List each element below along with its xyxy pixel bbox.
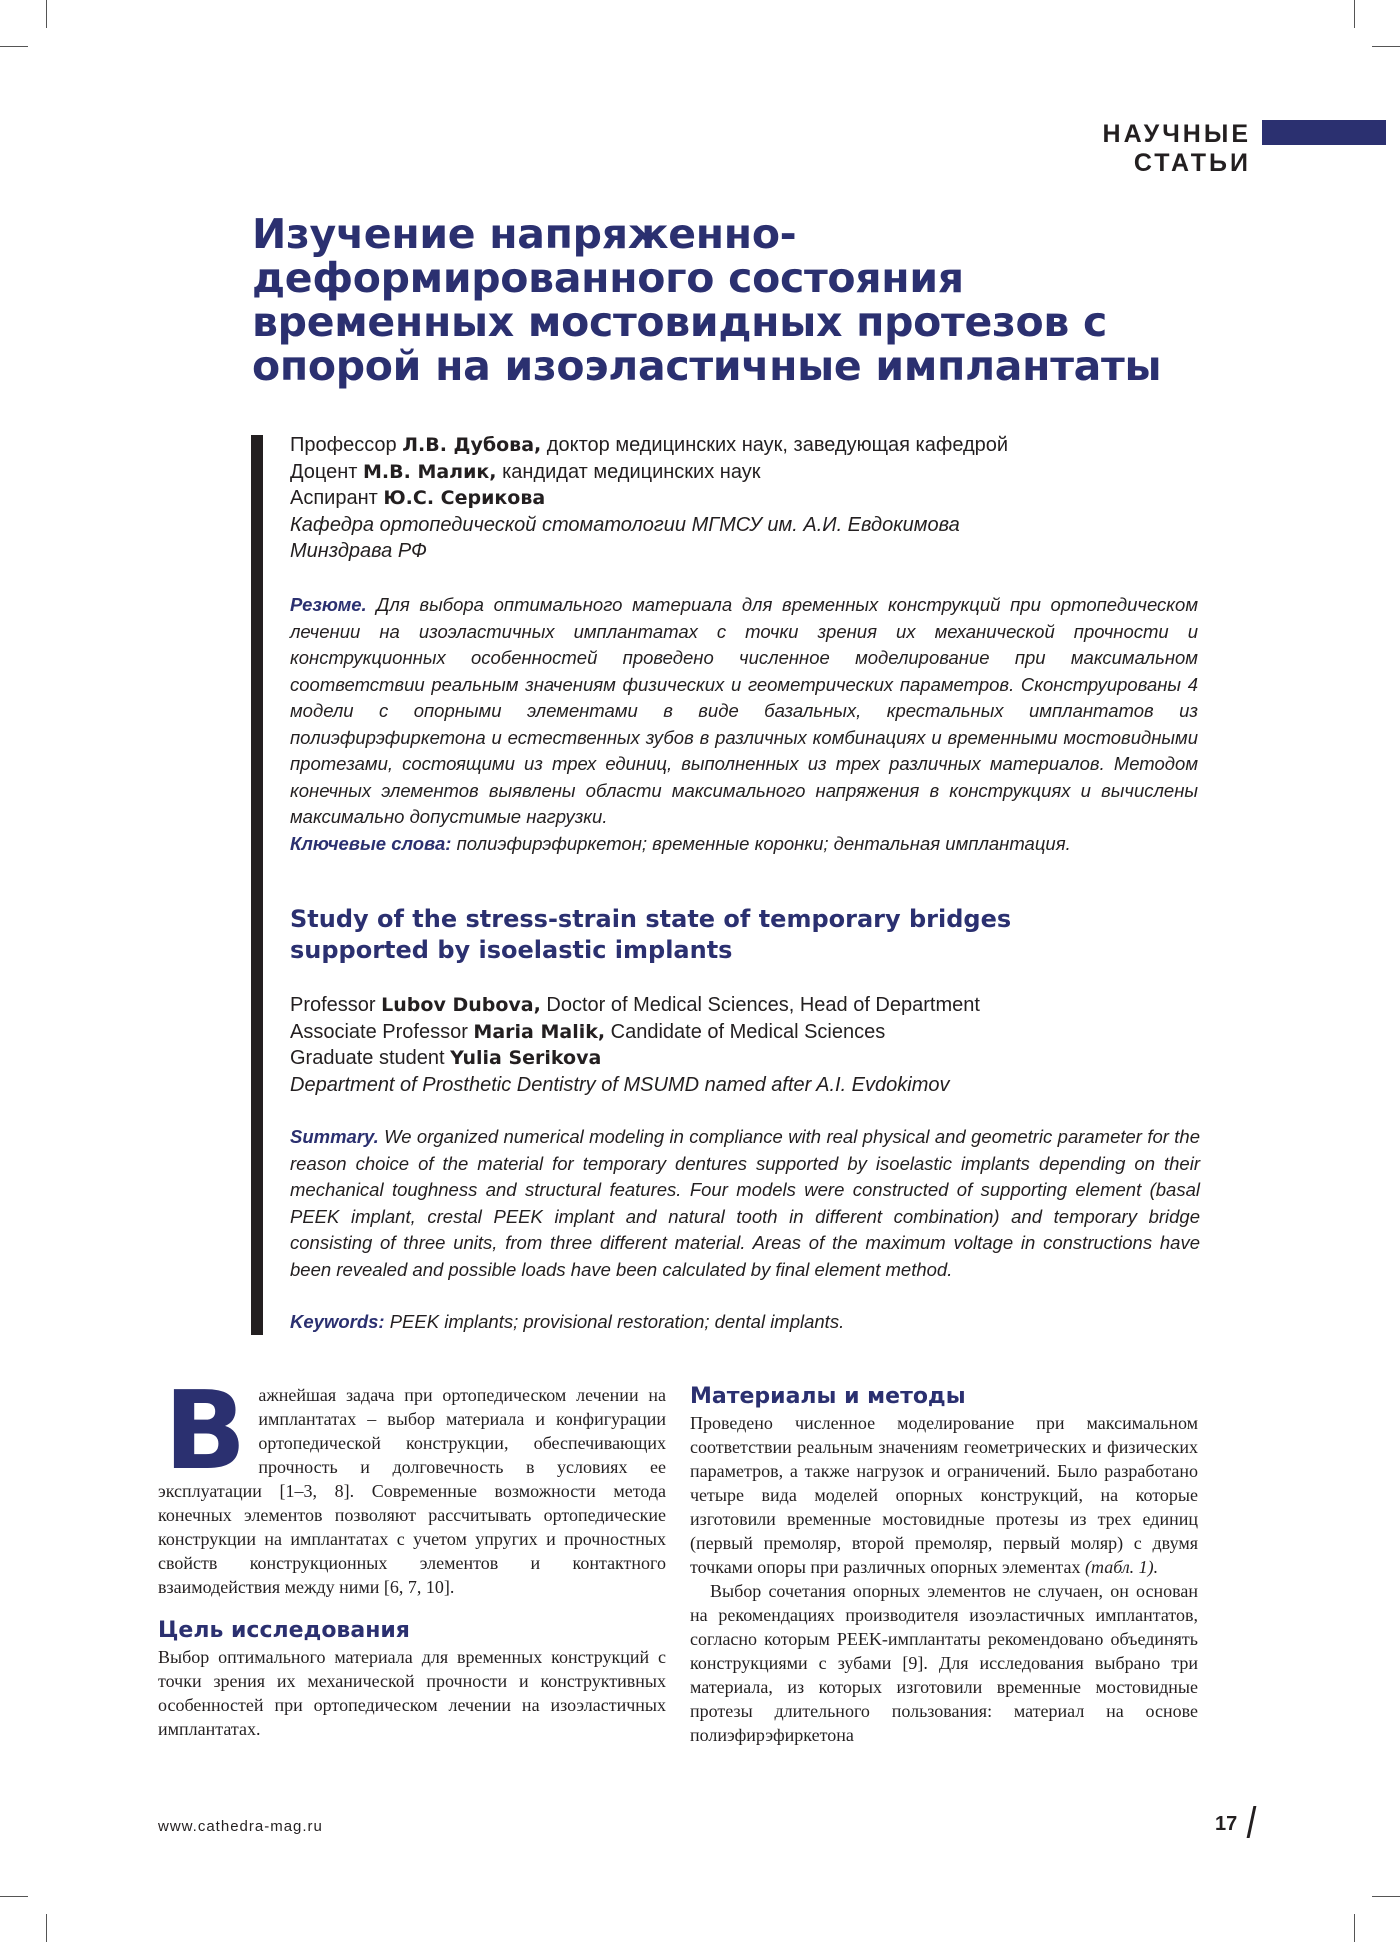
methods-paragraph-1: Проведено численное моделирование при максимальном соответствии реальным значениям геометрических и физических параметров, а также нагрузок и ограничений. Было разработано четыре вида моделей опорных конструкций, на которые изготовили временные мостовидные протезы из трех единиц (первый премоляр, второй премоляр, первый моляр) с двумя точками опоры при различных опорных элементах (табл. 1).: [690, 1413, 1198, 1577]
affiliation-line: Кафедра ортопедической стоматологии МГМСУ им. А.И. Евдокимова: [290, 513, 960, 536]
keywords-ru: [290, 831, 1200, 858]
keywords-label: Ключевые слова:: [290, 833, 452, 854]
affiliation-line: Department of Prosthetic Dentistry of MSUMD named after A.I. Evdokimov: [290, 1073, 950, 1096]
crop-mark: [1354, 0, 1355, 28]
authors-ru: [290, 432, 1200, 565]
title-line: временных мостовидных протезов с: [252, 298, 1108, 346]
section-label: НАУЧНЫЕ СТАТЬИ: [1102, 120, 1251, 177]
keywords-text: PEEK implants; provisional restoration; dental implants.: [389, 1311, 845, 1332]
author-line: Graduate student Yulia Serikova: [290, 1047, 602, 1069]
table-reference: (табл. 1).: [1085, 1557, 1159, 1577]
affiliation-line: Минздрава РФ: [290, 540, 427, 562]
abstract-en: [290, 1124, 1200, 1283]
page-slash: [1247, 1806, 1257, 1838]
title-line: Изучение напряженно-: [252, 210, 797, 258]
author-line: Аспирант Ю.С. Серикова: [290, 487, 546, 509]
intro-paragraph: Важнейшая задача при ортопедическом лечении на имплантатах – выбор материала и конфигурации ортопедической конструкции, обеспечивающих прочность и долговечность в условиях ее эксплуатации [1–3, 8]. Современные возможности метода конечных элементов позволяют рассчитывать ортопедические конструкции на имплантатах с учетом упругих и прочностных свойств конструкционных элементов и контактного взаимодействия между ними [6, 7, 10].: [158, 1369, 666, 1597]
abstract-text: We organized numerical modeling in compliance with real physical and geometric parameter for the reason choice of the material for temporary dentures supported by isoelastic implants depending on their mechanical toughness and structural features. Four models were constructed of supporting element (basal PEEK implant, crestal PEEK implant and natural tooth in different combination) and temporary bridge consisting of three units, from three different material. Areas of the maximum voltage in constructions have been revealed and possible loads have been calculated by final element method.: [290, 1126, 1200, 1280]
keywords-label: Keywords:: [290, 1311, 385, 1332]
title-line: опорой на изоэластичные имплантаты: [252, 342, 1162, 390]
keywords-text: полиэфирэфиркетон; временные коронки; дентальная имплантация.: [456, 833, 1071, 854]
section-bar: [1262, 120, 1386, 145]
abstract-label: Резюме.: [290, 594, 367, 615]
page-number: 17: [1215, 1813, 1238, 1835]
title-line: Study of the stress-strain state of temporary bridges: [290, 905, 1012, 933]
author-line: Доцент М.В. Малик, кандидат медицинских наук: [290, 460, 761, 483]
crop-mark: [1354, 1914, 1355, 1942]
crop-mark: [0, 46, 28, 47]
abstract-ru: [290, 592, 1198, 831]
side-rule: [251, 435, 263, 1335]
crop-mark: [46, 0, 47, 28]
body-column-right: [690, 1383, 1198, 1747]
aim-paragraph: Выбор оптимального материала для временных конструкций с точки зрения их механической прочности и конструктивных особенностей при ортопедическом лечении на изоэластичных имплантатах.: [158, 1647, 666, 1739]
aim-heading: Цель исследования: [158, 1618, 410, 1643]
author-line: Профессор Л.В. Дубова, доктор медицинских наук, заведующая кафедрой: [290, 434, 1009, 456]
methods-paragraph-2: Выбор сочетания опорных элементов не случаен, он основан на рекомендациях производителя изоэластичных имплантатов, согласно которым PEEK-имплантаты рекомендовано объединять конструкциями с зубами [9]. Для исследования выбрано три материала, из которых изготовили временные мостовидные протезы длительного пользования: материал на основе полиэфирэфиркетона: [690, 1581, 1198, 1745]
methods-heading: Материалы и методы: [690, 1384, 966, 1409]
crop-mark: [1372, 46, 1400, 47]
abstract-label: Summary.: [290, 1126, 379, 1147]
title-line: supported by isoelastic implants: [290, 936, 733, 964]
title-line: деформированного состояния: [252, 254, 964, 302]
footer-url: www.cathedra-mag.ru: [158, 1818, 323, 1835]
article-title-ru: [252, 212, 1252, 388]
author-line: Associate Professor Maria Malik, Candidate of Medical Sciences: [290, 1020, 886, 1043]
article-title-en: [290, 904, 1200, 966]
crop-mark: [1372, 1896, 1400, 1897]
keywords-en: [290, 1309, 1200, 1336]
drop-cap: В: [164, 1369, 247, 1494]
crop-mark: [46, 1914, 47, 1942]
author-line: Professor Lubov Dubova, Doctor of Medical Sciences, Head of Department: [290, 994, 980, 1016]
abstract-text: Для выбора оптимального материала для временных конструкций при ортопедическом лечении на изоэластичных имплантатах с точки зрения их механической прочности и конструкционных особенностей проведено численное моделирование при максимальном соответствии реальным значениям физических и геометрических параметров. Сконструированы 4 модели с опорными элементами в виде базальных, крестальных имплантатов из полиэфирэфиркетона и естественных зубов в различных комбинациях и временными мостовидными протезами, состоящими из трех единиц, выполненных из трех различных материалов. Методом конечных элементов выявлены области максимального напряжения в конструкциях и вычислены максимально допустимые нагрузки.: [290, 594, 1198, 827]
body-column-left: [158, 1369, 666, 1741]
crop-mark: [0, 1896, 28, 1897]
authors-en: [290, 992, 1200, 1098]
